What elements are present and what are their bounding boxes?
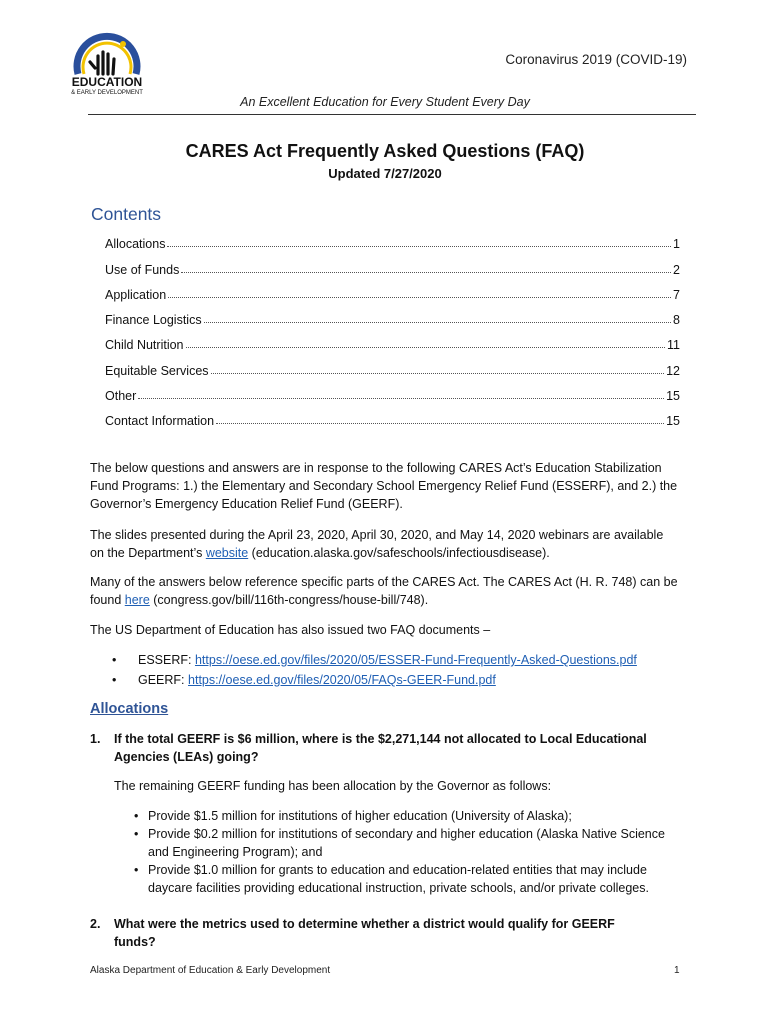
doc-label: ESSERF: bbox=[138, 653, 195, 667]
toc-page: 7 bbox=[673, 287, 680, 302]
question-text: What were the metrics used to determine whether a district would qualify for GEERF funds? bbox=[114, 917, 615, 949]
toc-page: 2 bbox=[673, 262, 680, 277]
table-of-contents bbox=[105, 226, 680, 428]
esserf-faq-link[interactable]: https://oese.ed.gov/files/2020/05/ESSER-Fund-Frequently-Asked-Questions.pdf bbox=[194, 653, 637, 667]
question-number: 1. bbox=[90, 732, 101, 746]
question-text: If the total GEERF is $6 million, where is the $2,271,144 not allocated to Local Educational Agencies (LEAs) going? bbox=[114, 732, 647, 764]
question-number: 2. bbox=[90, 917, 101, 931]
list-item: • Provide $1.0 million for grants to education and education-related entities that may include daycare facilities providing educational instruction, private schools, and/or private colleges. bbox=[134, 861, 684, 897]
paragraph-text: (congress.gov/bill/116th-congress/house-bill/748). bbox=[149, 593, 429, 607]
contents-heading: Contents bbox=[91, 204, 162, 224]
toc-item-child-nutrition[interactable] bbox=[105, 327, 680, 352]
toc-label: Child Nutrition bbox=[105, 338, 184, 353]
here-link[interactable]: here bbox=[124, 593, 150, 607]
doc-label: GEERF: bbox=[138, 673, 189, 687]
department-logo bbox=[68, 26, 146, 98]
logo-subtext: & EARLY DEVELOPMENT bbox=[71, 90, 143, 96]
website-link[interactable]: website bbox=[205, 546, 249, 560]
list-item: • Provide $0.2 million for institutions of secondary and higher education (Alaska Native Science and Engineering Program); and bbox=[134, 825, 684, 861]
toc-label: Finance Logistics bbox=[105, 313, 202, 328]
footer-page-number: 1 bbox=[674, 965, 680, 976]
toc-item-finance-logistics[interactable] bbox=[105, 302, 680, 327]
logo-text: EDUCATION bbox=[71, 75, 143, 89]
toc-page: 11 bbox=[667, 338, 680, 353]
toc-item-equitable-services[interactable] bbox=[105, 352, 680, 377]
toc-page: 15 bbox=[666, 414, 680, 429]
cares-act-paragraph bbox=[90, 573, 680, 609]
toc-label: Allocations bbox=[105, 237, 166, 252]
toc-page: 8 bbox=[673, 313, 680, 328]
toc-page: 1 bbox=[673, 237, 680, 252]
faq-docs-intro: The US Department of Education has also issued two FAQ documents – bbox=[90, 623, 491, 637]
tagline: An Excellent Education for Every Student Every Day bbox=[240, 95, 530, 109]
page-title: CARES Act Frequently Asked Questions (FAQ) bbox=[185, 141, 585, 161]
paragraph-text: Many of the answers below reference specific parts of the CARES Act. The CARES Act (H. R. 748) can be found bbox=[90, 575, 678, 607]
toc-label: Use of Funds bbox=[105, 262, 180, 277]
webinar-paragraph bbox=[90, 526, 680, 562]
list-item bbox=[112, 650, 682, 670]
faq-docs-list bbox=[112, 650, 682, 690]
toc-label: Equitable Services bbox=[105, 363, 209, 378]
document-topic: Coronavirus 2019 (COVID-19) bbox=[505, 52, 687, 67]
toc-item-allocations[interactable] bbox=[105, 226, 680, 251]
header-divider bbox=[88, 114, 696, 115]
question-2 bbox=[90, 915, 650, 951]
question-1 bbox=[90, 730, 650, 766]
paragraph-text: The slides presented during the April 23, 2020, April 30, 2020, and May 14, 2020 webinars are available on the Department’s bbox=[90, 528, 664, 560]
toc-page: 15 bbox=[666, 389, 680, 404]
toc-label: Application bbox=[105, 287, 167, 302]
toc-item-contact-information[interactable] bbox=[105, 403, 680, 428]
geerf-faq-link[interactable]: https://oese.ed.gov/files/2020/05/FAQs-GEER-Fund.pdf bbox=[188, 673, 496, 687]
footer-organization: Alaska Department of Education & Early Development bbox=[90, 965, 331, 976]
list-item: • Provide $1.5 million for institutions of higher education (University of Alaska); bbox=[134, 807, 684, 825]
toc-item-other[interactable] bbox=[105, 378, 680, 403]
answer-1-intro: The remaining GEERF funding has been allocation by the Governor as follows: bbox=[114, 779, 552, 793]
toc-page: 12 bbox=[666, 363, 680, 378]
toc-label: Other bbox=[105, 389, 137, 404]
list-item bbox=[112, 670, 682, 690]
answer-1-list bbox=[134, 807, 684, 897]
intro-paragraph: The below questions and answers are in response to the following CARES Act’s Education Stabilization Fund Programs: 1.) the Elementary and Secondary School Emergency Relief Fund (ESSERF), and 2.) the Governor’s Emergency Education Relief Fund (GEERF). bbox=[90, 461, 678, 511]
toc-item-application[interactable] bbox=[105, 277, 680, 302]
allocations-heading: Allocations bbox=[90, 701, 169, 717]
toc-item-use-of-funds[interactable] bbox=[105, 251, 680, 276]
updated-date: Updated 7/27/2020 bbox=[328, 166, 442, 181]
toc-label: Contact Information bbox=[105, 414, 215, 429]
paragraph-text: (education.alaska.gov/safeschools/infectiousdisease). bbox=[248, 546, 550, 560]
